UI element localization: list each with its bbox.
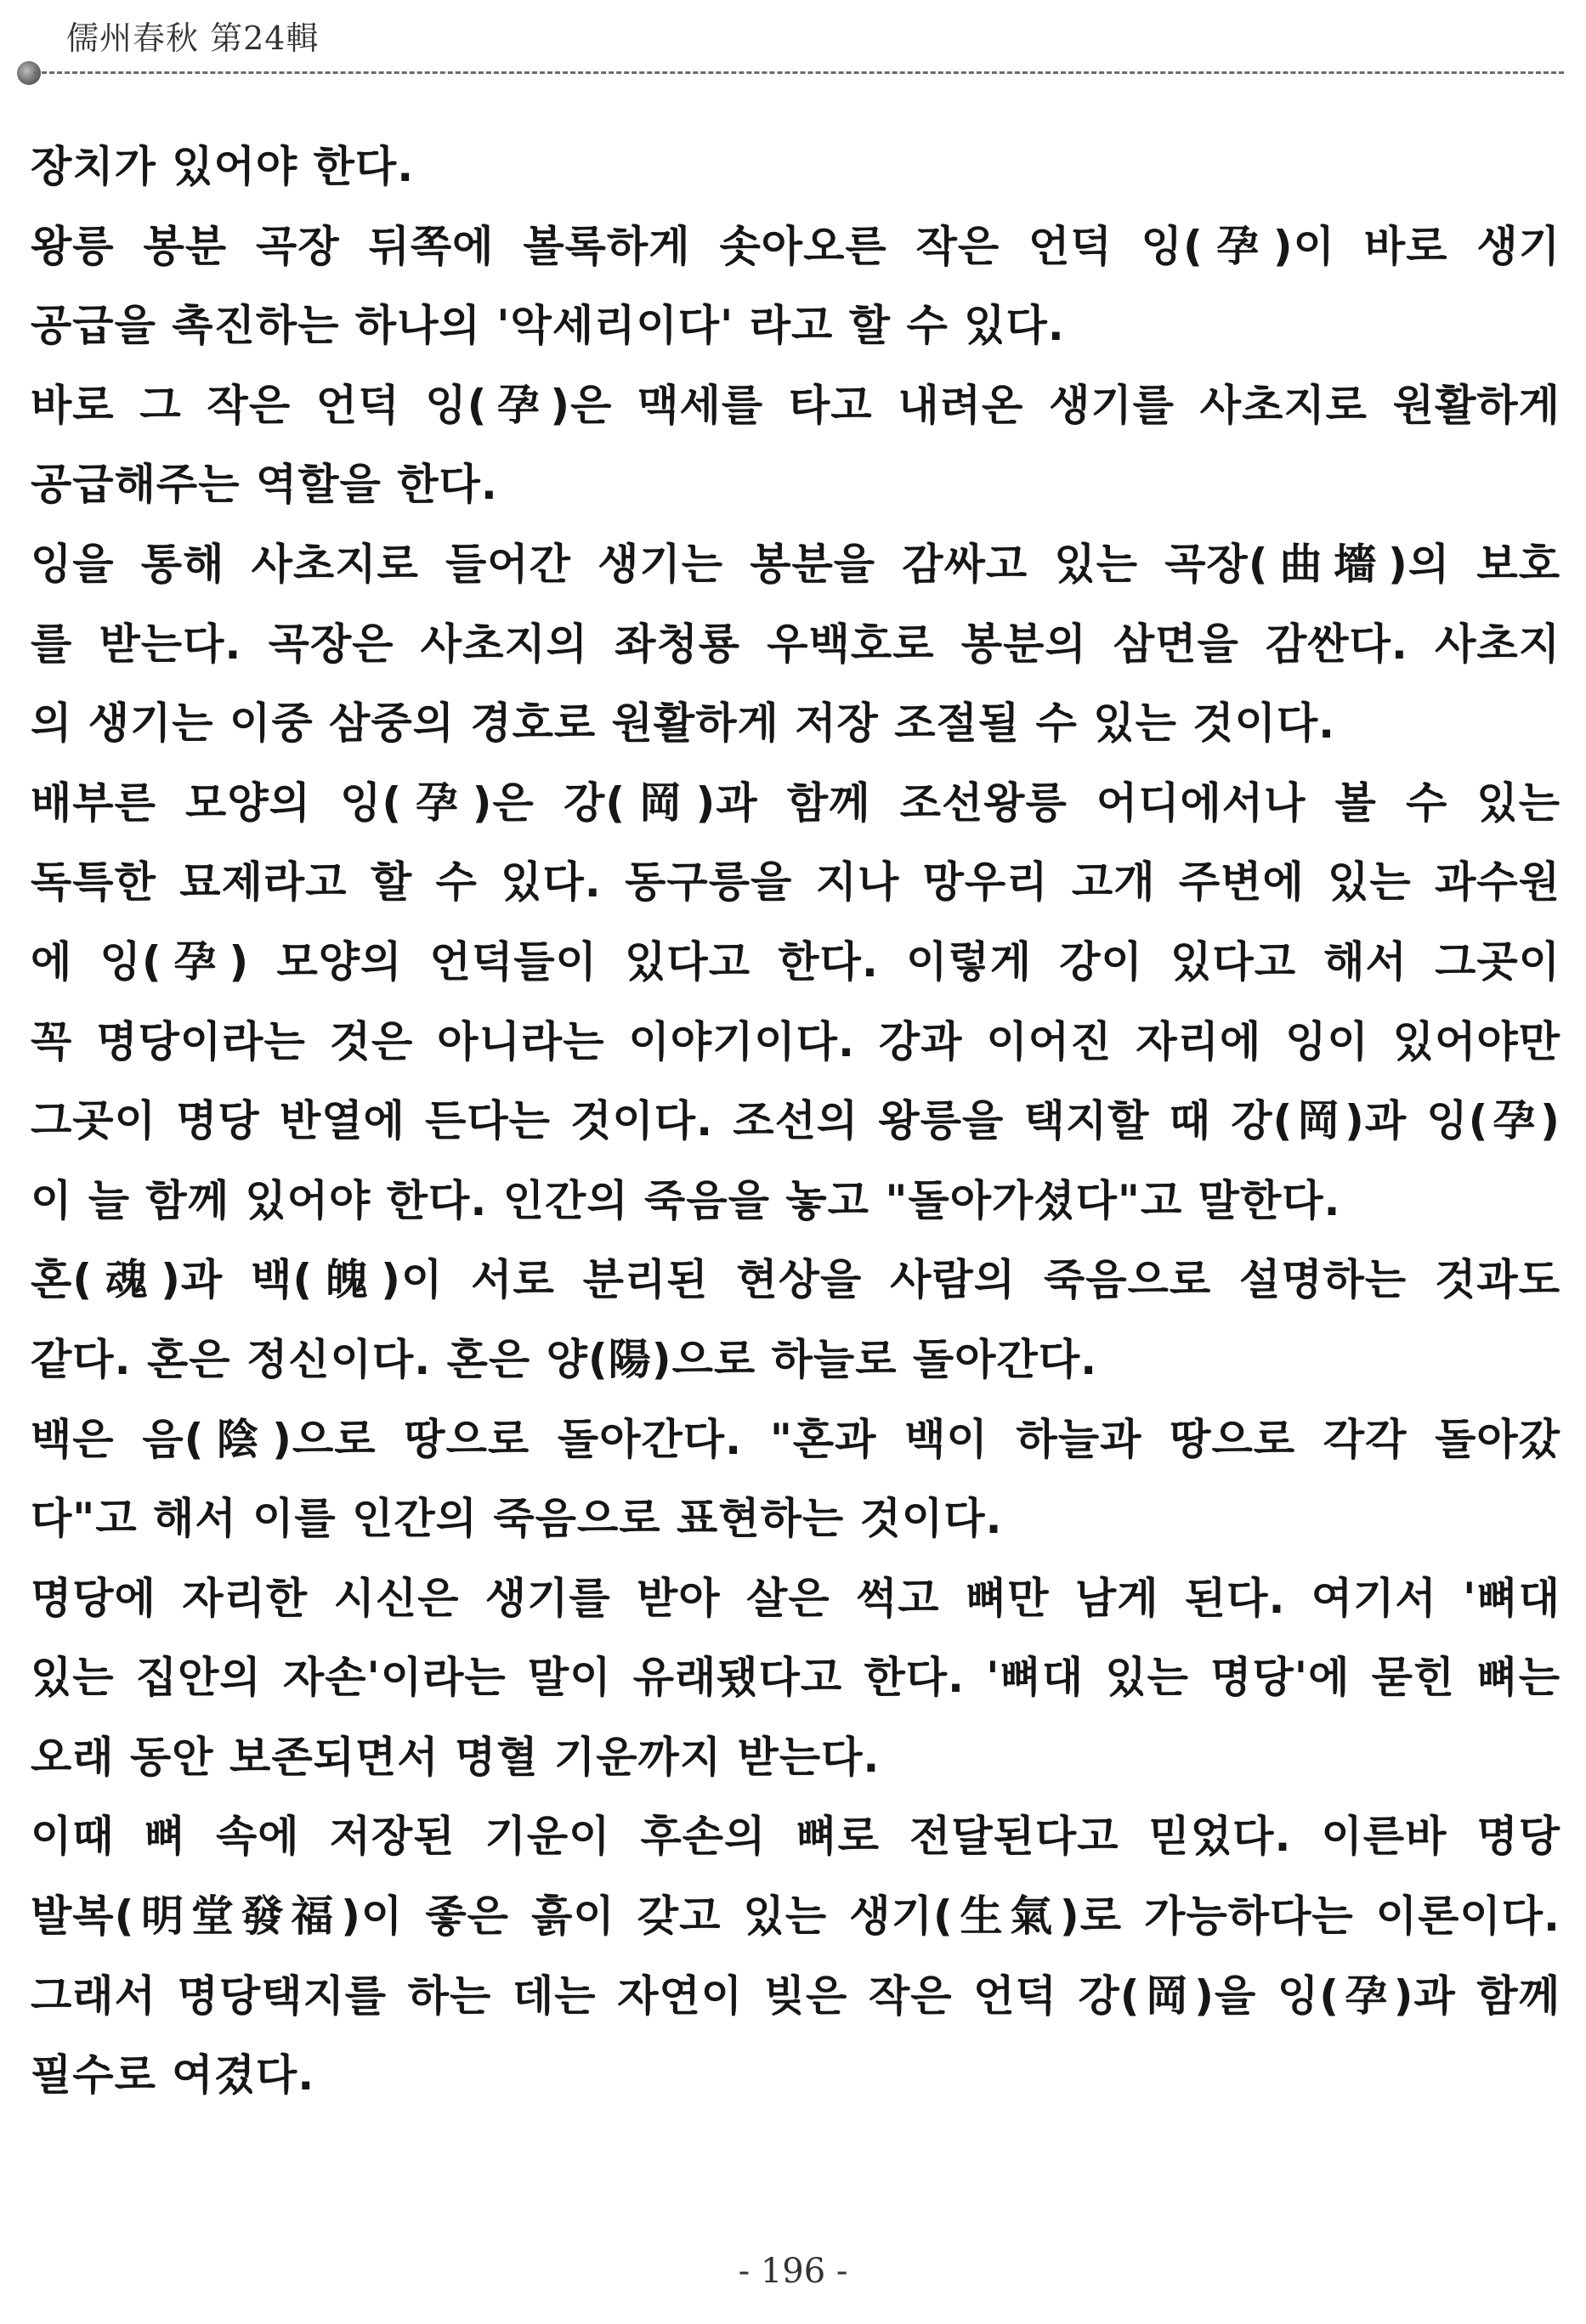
text-line: 독특한 묘제라고 할 수 있다. 동구릉을 지나 망우리 고개 주변에 있는 과수원	[31, 857, 1561, 908]
text-line: 필수로 여겼다.	[31, 2050, 315, 2101]
text-line: 공급을 촉진하는 하나의 '악세리이다' 라고 할 수 있다.	[31, 301, 1065, 351]
text-line: 장치가 있어야 한다.	[31, 142, 415, 191]
text-line: 잉을 통해 사초지로 들어간 생기는 봉분을 감싸고 있는 곡장(曲墻)의 보호	[31, 539, 1561, 589]
text-line: 백은 음(陰)으로 땅으로 돌아간다. "혼과 백이 하늘과 땅으로 각각 돌아갔	[31, 1414, 1561, 1464]
text-line: 있는 집안의 자손'이라는 말이 유래됐다고 한다. '뼈대 있는 명당'에 묻힌 뼈는	[31, 1653, 1561, 1703]
text-line: 이 늘 함께 있어야 한다. 인간의 죽음을 놓고 "돌아가셨다"고 말한다.	[31, 1175, 1341, 1225]
text-line: 같다. 혼은 정신이다. 혼은 양(陽)으로 하늘로 돌아간다.	[31, 1334, 1098, 1384]
text-line: 왕릉 봉분 곡장 뒤쪽에 볼록하게 솟아오른 작은 언덕 잉(孕)이 바로 생기	[31, 221, 1561, 271]
header-title: 儒州春秋 第24輯	[66, 19, 320, 57]
text-line: 공급해주는 역할을 한다.	[31, 460, 498, 510]
text-line: 오래 동안 보존되면서 명혈 기운까지 받는다.	[31, 1732, 881, 1782]
page-number: - 196 -	[738, 2252, 848, 2291]
header-divider	[34, 71, 1564, 74]
text-line: 에 잉(孕) 모양의 언덕들이 있다고 한다. 이렇게 강이 있다고 해서 그곳이	[31, 936, 1561, 987]
running-header	[66, 5, 319, 65]
text-line: 명당에 자리한 시신은 생기를 받아 살은 썩고 뼈만 남게 된다. 여기서 '뼈대	[31, 1573, 1561, 1623]
text-line: 그래서 명당택지를 하는 데는 자연이 빚은 작은 언덕 강(岡)을 잉(孕)과 함께	[31, 1971, 1561, 2021]
text-line: 혼(魂)과 백(魄)이 서로 분리된 현상을 사람의 죽음으로 설명하는 것과도	[31, 1255, 1561, 1305]
text-line: 의 생기는 이중 삼중의 경호로 원활하게 저장 조절될 수 있는 것이다.	[31, 698, 1336, 749]
text-line: 배부른 모양의 잉(孕)은 강(岡)과 함께 조선왕릉 어디에서나 볼 수 있는	[31, 777, 1561, 828]
body-text	[31, 127, 1561, 2116]
text-line: 를 받는다. 곡장은 사초지의 좌청룡 우백호로 봉분의 삼면을 감싼다. 사초지	[31, 619, 1561, 669]
text-line: 꼭 명당이라는 것은 아니라는 이야기이다. 강과 이어진 자리에 잉이 있어야만	[31, 1016, 1561, 1066]
text-line: 그곳이 명당 반열에 든다는 것이다. 조선의 왕릉을 택지할 때 강(岡)과 잉(孕)	[31, 1096, 1561, 1146]
text-line: 다"고 해서 이를 인간의 죽음으로 표현하는 것이다.	[31, 1494, 1003, 1544]
text-line: 발복(明堂發福)이 좋은 흙이 갖고 있는 생기(生氣)로 가능하다는 이론이다.	[31, 1891, 1561, 1942]
text-line: 이때 뼈 속에 저장된 기운이 후손의 뼈로 전달된다고 믿었다. 이른바 명당	[31, 1812, 1561, 1862]
text-line: 바로 그 작은 언덕 잉(孕)은 맥세를 타고 내려온 생기를 사초지로 원활하게	[31, 380, 1561, 430]
